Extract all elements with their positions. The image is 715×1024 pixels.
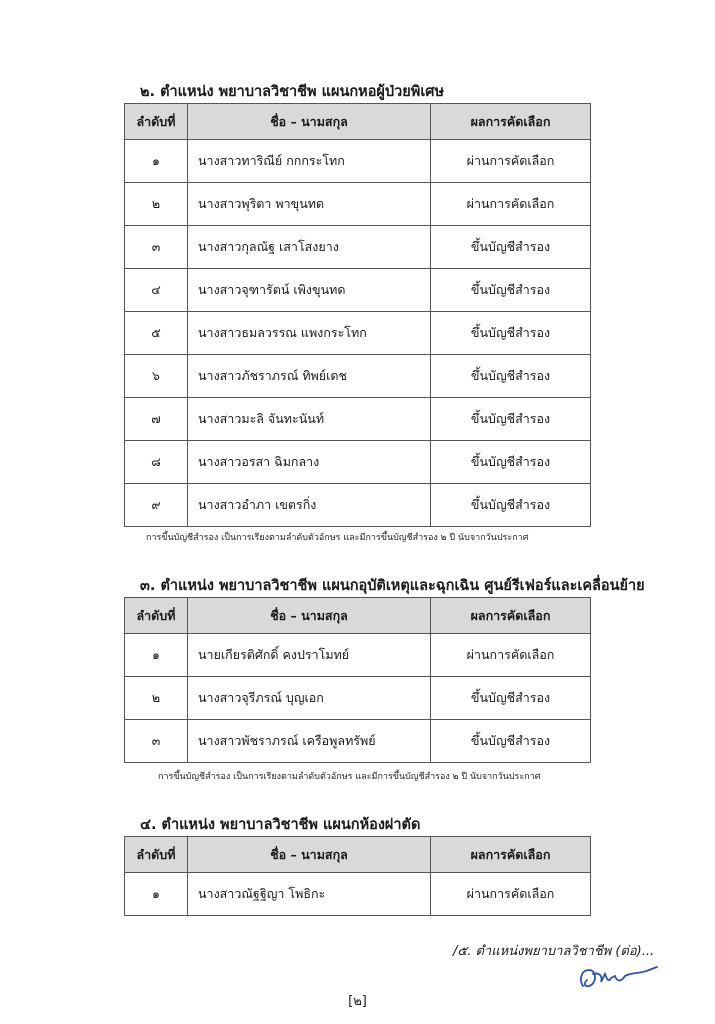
row-result: ผ่านการคัดเลือก — [431, 183, 591, 226]
header-result: ผลการคัดเลือก — [431, 598, 591, 634]
header-name: ชื่อ – นามสกุล — [188, 837, 431, 873]
row-number: ๑ — [125, 634, 188, 677]
row-result: ขึ้นบัญชีสำรอง — [431, 677, 591, 720]
row-number: ๓ — [125, 720, 188, 763]
row-name: นางสาวอรสา ฉิมกลาง — [188, 441, 431, 484]
row-name: นางสาวกุลณัฐ เสาโสงยาง — [188, 226, 431, 269]
row-name: นางสาวณัฐฐิญา โพธิกะ — [188, 873, 431, 916]
row-name: นางสาวทาริณีย์ กกกระโทก — [188, 140, 431, 183]
row-name: นางสาวจุรีภรณ์ บุญเอก — [188, 677, 431, 720]
table-row — [125, 226, 591, 269]
table-header-row — [125, 598, 591, 634]
header-name: ชื่อ – นามสกุล — [188, 104, 431, 140]
section-2-heading: ๒. ตำแหน่ง พยาบาลวิชาชีพ แผนกหอผู้ป่วยพิเศษ — [140, 84, 445, 100]
row-number: ๙ — [125, 484, 188, 527]
section-4-heading: ๔. ตำแหน่ง พยาบาลวิชาชีพ แผนกห้องผ่าตัด — [140, 817, 421, 833]
row-number: ๔ — [125, 269, 188, 312]
row-number: ๗ — [125, 398, 188, 441]
table-row — [125, 355, 591, 398]
table-row — [125, 873, 591, 916]
row-number: ๑ — [125, 140, 188, 183]
row-number: ๖ — [125, 355, 188, 398]
row-result: ขึ้นบัญชีสำรอง — [431, 269, 591, 312]
header-order: ลำดับที่ — [125, 598, 188, 634]
row-result: ขึ้นบัญชีสำรอง — [431, 226, 591, 269]
header-name: ชื่อ – นามสกุล — [188, 598, 431, 634]
table-row — [125, 183, 591, 226]
page-number: [๒] — [348, 994, 367, 1009]
header-result: ผลการคัดเลือก — [431, 104, 591, 140]
row-name: นางสาวพุริตา พาขุนทด — [188, 183, 431, 226]
table-row — [125, 677, 591, 720]
section-4-table — [124, 836, 591, 916]
continuation-text: /๕. ตำแหน่งพยาบาลวิชาชีพ (ต่อ)... — [453, 944, 655, 959]
table-row — [125, 484, 591, 527]
row-name: นางสาวพัชราภรณ์ เครือพูลทรัพย์ — [188, 720, 431, 763]
row-result: ขึ้นบัญชีสำรอง — [431, 312, 591, 355]
row-number: ๕ — [125, 312, 188, 355]
row-name: นางสาวจุฑารัตน์ เพิงขุนทด — [188, 269, 431, 312]
row-result: ผ่านการคัดเลือก — [431, 634, 591, 677]
table-row — [125, 269, 591, 312]
row-result: ขึ้นบัญชีสำรอง — [431, 484, 591, 527]
row-number: ๒ — [125, 677, 188, 720]
section-3-table — [124, 597, 591, 763]
table-row — [125, 441, 591, 484]
table-row — [125, 140, 591, 183]
row-name: นางสาวอำภา เขตรกิ่ง — [188, 484, 431, 527]
table-header-row — [125, 104, 591, 140]
row-name: นางสาวมะลิ จันทะนันท์ — [188, 398, 431, 441]
row-number: ๑ — [125, 873, 188, 916]
row-name: นางสาวธมลวรรณ แพงกระโทก — [188, 312, 431, 355]
signature — [575, 960, 665, 994]
table-header-row — [125, 837, 591, 873]
row-result: ผ่านการคัดเลือก — [431, 873, 591, 916]
row-number: ๓ — [125, 226, 188, 269]
row-result: ขึ้นบัญชีสำรอง — [431, 441, 591, 484]
row-result: ขึ้นบัญชีสำรอง — [431, 720, 591, 763]
table-row — [125, 398, 591, 441]
section-2-note: การขึ้นบัญชีสำรอง เป็นการเรียงตามลำดับตัวอักษร และมีการขึ้นบัญชีสำรอง ๒ ปี นับจากวันประกาศ — [146, 533, 529, 543]
row-number: ๘ — [125, 441, 188, 484]
section-2-table — [124, 103, 591, 527]
header-result: ผลการคัดเลือก — [431, 837, 591, 873]
row-number: ๒ — [125, 183, 188, 226]
table-row — [125, 720, 591, 763]
row-result: ขึ้นบัญชีสำรอง — [431, 355, 591, 398]
table-row — [125, 312, 591, 355]
header-order: ลำดับที่ — [125, 837, 188, 873]
section-3-heading: ๓. ตำแหน่ง พยาบาลวิชาชีพ แผนกอุบัติเหตุและฉุกเฉิน ศูนย์รีเฟอร์และเคลื่อนย้าย — [140, 578, 645, 594]
row-name: นางสาวภัชราภรณ์ ทิพย์เดช — [188, 355, 431, 398]
row-result: ผ่านการคัดเลือก — [431, 140, 591, 183]
table-row — [125, 634, 591, 677]
header-order: ลำดับที่ — [125, 104, 188, 140]
section-3-note: การขึ้นบัญชีสำรอง เป็นการเรียงตามลำดับตัวอักษร และมีการขึ้นบัญชีสำรอง ๒ ปี นับจากวันประกาศ — [158, 772, 541, 782]
row-result: ขึ้นบัญชีสำรอง — [431, 398, 591, 441]
row-name: นายเกียรติศักดิ์ คงปราโมทย์ — [188, 634, 431, 677]
